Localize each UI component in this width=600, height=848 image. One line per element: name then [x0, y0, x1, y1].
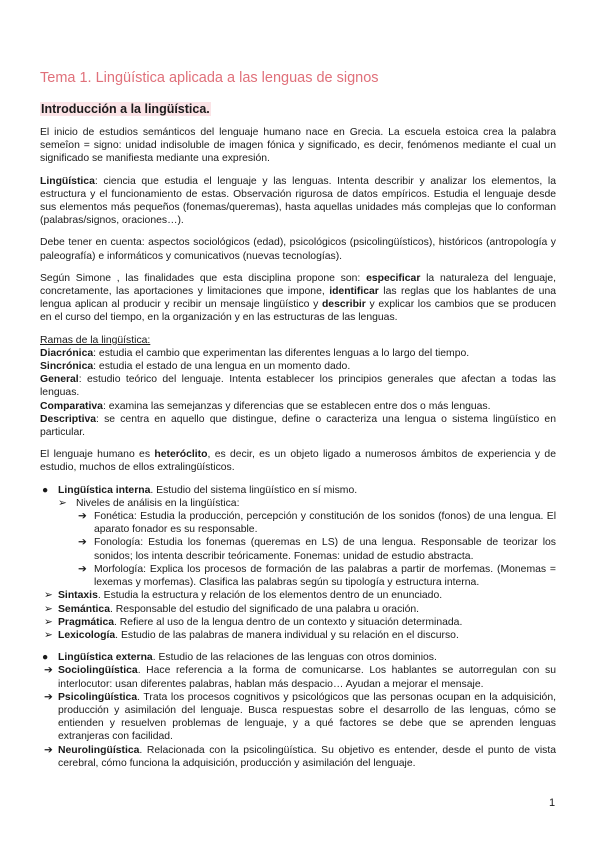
rama-term: Comparativa [40, 400, 103, 412]
section-heading: Introducción a la lingüística. [41, 102, 210, 116]
rama-item [40, 360, 556, 373]
interna-term: Lingüística interna [58, 484, 151, 496]
arrow-icon: ➔ [44, 744, 53, 756]
arrowhead-icon: ➢ [44, 590, 53, 602]
rama-text: : estudia el estado de una lengua en un momento dado. [93, 361, 351, 373]
externa-term: Lingüística externa [58, 652, 153, 664]
rama-item [40, 373, 556, 399]
definition-text: : ciencia que estudia el lenguaje y las lenguas. Intenta describir y analizar los elementos, la estructura y el funcionamiento de estas. Observación rigurosa de datos empíricos. Estudia el lenguaje desde sus elementos más pequeños (fonemas/queremas), hasta aquellas unidades más complejas que lo conforman (palabras/signos, oraciones…). [40, 175, 556, 227]
arrow-icon: ➔ [78, 563, 87, 575]
ramas-heading: Ramas de la lingüística: [40, 334, 151, 346]
interna-text: . Estudio del sistema lingüístico en sí mismo. [150, 484, 358, 496]
list-item-psicolinguistica [40, 691, 556, 744]
paragraph-linguistica [40, 175, 556, 228]
list-item-externa [40, 651, 556, 664]
term-heteroclito: heteróclito [154, 449, 208, 461]
text: las reglas que los hablantes de una lengua aplican al producir y recibir un mensaje lingüístico y [40, 286, 556, 311]
paragraph-aspectos: Debe tener en cuenta: aspectos sociológicos (edad), psicológicos (psicolingüísticos), históricos (antropología y paleografía) e informáticos y comunicativos (nuevas tecnologías). [40, 237, 556, 262]
rama-term: Sincrónica [40, 361, 94, 373]
item-text: . Hace referencia a la forma de comunicarse. Los hablantes se autorregulan con su interlocutor: usan diferentes palabras, hablan más despacio… Ayudan a mejorar el mensaje. [58, 665, 556, 690]
ramas-list [40, 334, 556, 440]
arrow-icon: ➔ [78, 537, 87, 549]
page-number: 1 [549, 797, 556, 809]
list-item-interna [40, 484, 556, 497]
arrowhead-icon: ➢ [44, 603, 53, 615]
item-term: Sociolingüística [58, 665, 138, 677]
rama-text: : estudia el cambio que experimentan las diferentes lenguas a lo largo del tiempo. [93, 347, 470, 359]
list-item-fonologia [40, 536, 556, 562]
arrow-icon: ➔ [44, 691, 53, 703]
paragraph-simone [40, 272, 556, 325]
item-text: . Estudia la estructura y relación de los elementos dentro de un enunciado. [97, 590, 443, 602]
term-especificar: especificar [366, 272, 421, 284]
document-page [40, 70, 556, 770]
list-item-pragmatica [40, 616, 556, 629]
item-text: . Relacionada con la psicolingüística. Su objetivo es entender, desde el punto de vista cerebral, cómo funciona la adquisición, producción y asimilación del lenguaje. [58, 744, 556, 769]
externa-text: . Estudio de las relaciones de las lenguas con otros dominios. [152, 652, 437, 664]
page-title: Tema 1. Lingüística aplicada a las lenguas de signos [40, 70, 379, 86]
text: y explicar los cambios que se producen en el curso del tiempo, en la organización y en las estructuras de las lenguas. [40, 299, 556, 324]
item-text: . Responsable del estudio del significado de una palabra u oración. [109, 603, 420, 615]
paragraph-heteroclito [40, 448, 556, 474]
text: Según Simone , las finalidades que esta disciplina propone son: [40, 272, 367, 284]
arrow-icon: ➔ [44, 665, 53, 677]
arrowhead-icon: ➢ [58, 497, 67, 509]
sub-text: Fonética: Estudia la producción, percepción y constitución de los sonidos (fonos) de una lengua. El aparato fonador es su responsable. [94, 511, 556, 536]
rama-text: : se centra en aquello que distingue, define o caracteriza una lengua o sistema lingüístico en particular. [40, 413, 556, 439]
arrowhead-icon: ➢ [44, 616, 53, 628]
item-text: . Refiere al uso de la lengua dentro de un contexto y situación determinada. [114, 616, 463, 628]
rama-item [40, 347, 556, 360]
item-text: . Trata los procesos cognitivos y psicológicos que las personas ocupan en la adquisición, producción y asimilación del lenguaje. Busca respuestas sobre el desarrollo de las lenguas, cómo se entienden y resuelven problemas de lenguaje, y a qué factores se debe que se aprenden lenguas extranjeras con facilidad. [58, 691, 556, 743]
item-term: Psicolingüística [58, 691, 138, 703]
item-term: Semántica [58, 603, 110, 615]
paragraph-intro: El inicio de estudios semánticos del lenguaje humano nace en Grecia. La escuela estoica crea la palabra semeîon = signo: unidad indisoluble de imagen fónica y significado, es decir, fenómenos mediante el cual un significado se manifiesta mediante una expresión. [40, 127, 556, 165]
term-linguistica: Lingüística [40, 175, 95, 187]
rama-term: Descriptiva [40, 413, 97, 425]
item-term: Pragmática [58, 616, 115, 628]
rama-term: Diacrónica [40, 347, 94, 359]
list-item-morfologia [40, 563, 556, 589]
item-term: Neurolingüística [58, 744, 140, 756]
list-item-neurolinguistica [40, 744, 556, 770]
rama-text: : examina las semejanzas y diferencias que se establecen entre dos o más lenguas. [102, 400, 491, 412]
rama-item [40, 413, 556, 439]
term-identificar: identificar [329, 286, 379, 298]
list-item-semantica [40, 603, 556, 616]
interna-list [40, 484, 556, 642]
sub-text: Fonología: Estudia los fonemas (queremas en LS) de una lengua. Responsable de teorizar los sonidos; los intenta describir teóricamente. Fonemas: unidad de estudio abstracta. [94, 537, 556, 562]
rama-text: : estudio teórico del lenguaje. Intenta establecer los principios generales que afectan a todas las lenguas. [40, 374, 556, 399]
list-item-niveles [40, 497, 556, 510]
item-text: . Estudio de las palabras de manera individual y su relación en el discurso. [115, 629, 459, 641]
list-item-sintaxis [40, 589, 556, 602]
bullet-icon: ● [42, 484, 49, 496]
rama-term: General [40, 374, 79, 386]
list-item-lexicologia [40, 629, 556, 642]
sub-text: Morfología: Explica los procesos de formación de las palabras a partir de morfemas. (Monemas = lexemas y morfemas). Clasifica las palabras según su tipología y estructura interna. [94, 563, 556, 589]
list-item-fonetica [40, 510, 556, 536]
text: El lenguaje humano es [40, 449, 155, 461]
term-describir: describir [321, 299, 366, 311]
externa-list [40, 651, 556, 770]
arrowhead-icon: ➢ [44, 629, 53, 641]
rama-item [40, 400, 556, 413]
niveles-text: Niveles de análisis en la lingüística: [76, 497, 240, 509]
arrow-icon: ➔ [78, 511, 87, 523]
bullet-icon: ● [42, 652, 49, 664]
text: la naturaleza del lenguaje, concretamente, las aportaciones y limitaciones que impone, [40, 272, 557, 298]
item-term: Lexicología [58, 629, 116, 641]
text: , es decir, es un objeto ligado a numerosos ámbitos de experiencia y de estudio, muchos de ellos extralingüísticos. [40, 449, 556, 474]
list-item-sociolinguistica [40, 664, 556, 690]
item-term: Sintaxis [58, 590, 98, 602]
